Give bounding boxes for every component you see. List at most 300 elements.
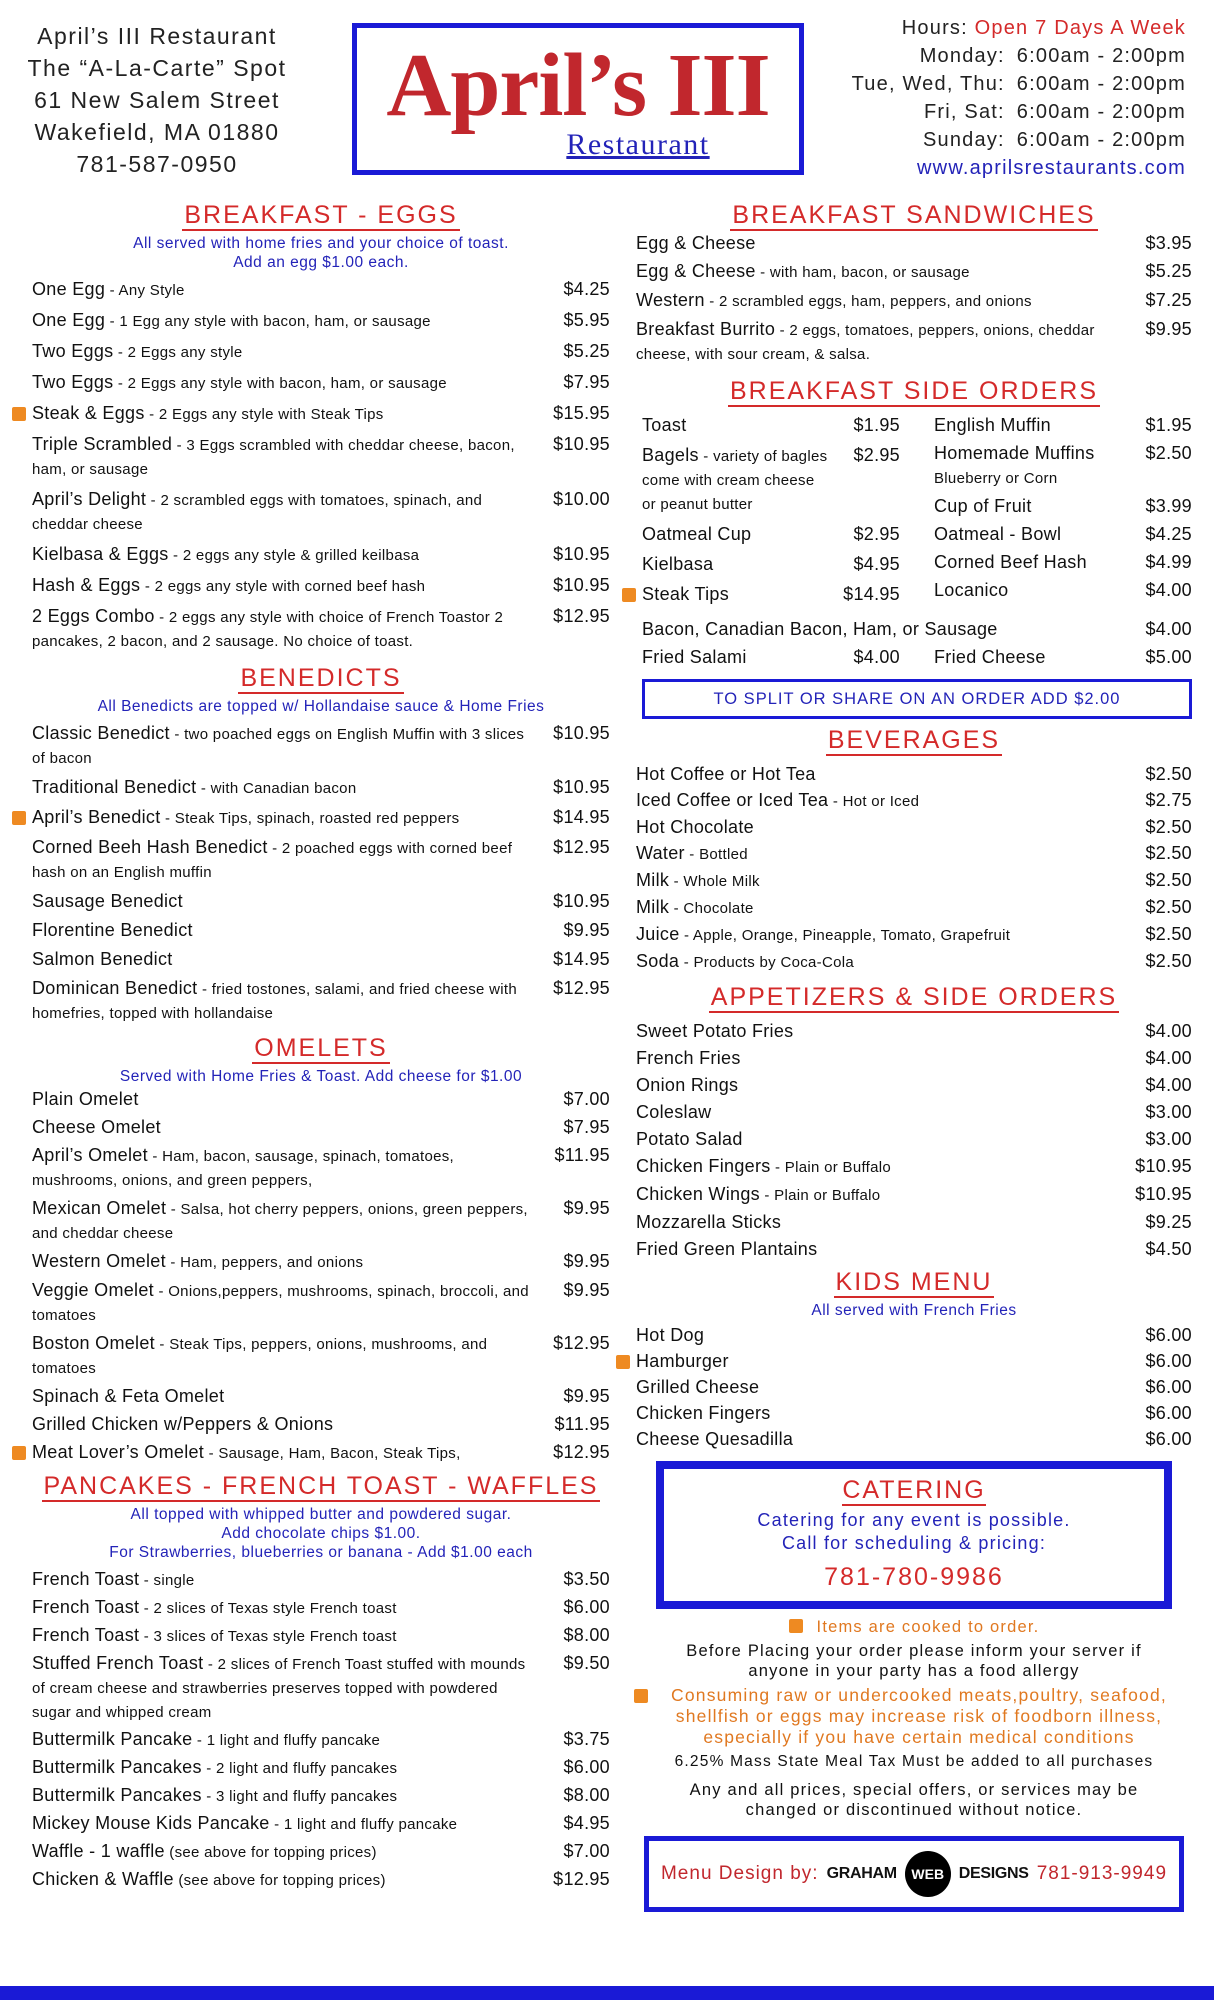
item-description: - Bottled (684, 846, 748, 863)
menu-item (32, 433, 610, 481)
item-price: $14.95 (553, 807, 610, 827)
item-name-block (636, 1155, 1132, 1179)
item-name-block (32, 402, 550, 426)
item-price: $6.00 (1145, 1325, 1192, 1345)
menu-item (32, 1624, 610, 1648)
item-price: $2.95 (853, 445, 900, 465)
item-name-block (32, 278, 550, 302)
item-price: $11.95 (554, 1145, 610, 1165)
item-price: $9.95 (563, 1198, 610, 1218)
item-name: Hot Coffee or Hot Tea (636, 764, 816, 784)
side-orders-grid (636, 414, 1192, 613)
catering-box (656, 1461, 1172, 1609)
item-description: - single (139, 1572, 195, 1589)
menu-item (636, 923, 1192, 947)
section-title (636, 982, 1192, 1012)
item-name: Oatmeal - Bowl (934, 524, 1062, 544)
item-price: $5.00 (1145, 647, 1192, 667)
item-name: Sweet Potato Fries (636, 1021, 794, 1041)
item-description: - 2 eggs, tomatoes, peppers, onions, cheddar cheese, with sour cream, & salsa. (636, 322, 1095, 363)
item-name: Mozzarella Sticks (636, 1212, 782, 1232)
header (0, 0, 1214, 185)
item-price: $9.95 (563, 1386, 610, 1406)
item-name: Chicken Wings (636, 1184, 760, 1204)
section-subtitle: All served with French Fries (811, 1302, 1017, 1319)
item-name: Iced Coffee or Iced Tea (636, 790, 829, 810)
item-description: - 1 light and fluffy pancake (269, 1816, 458, 1833)
item-name-block (636, 1128, 1132, 1151)
menu-item (32, 1728, 610, 1752)
item-name: Florentine Benedict (32, 920, 193, 940)
item-price: $12.95 (553, 1442, 610, 1462)
item-name: Toast (642, 415, 687, 435)
item-price: $1.95 (1145, 415, 1192, 435)
side-orders-left (636, 414, 934, 613)
item-name-block (32, 371, 550, 395)
item-price: $14.95 (553, 949, 610, 969)
item-name: Kielbasa (642, 554, 714, 574)
menu-item (32, 1413, 610, 1436)
item-price: $4.00 (1145, 619, 1192, 639)
section-title (32, 663, 610, 693)
menu-item (636, 1047, 1192, 1070)
menu-item (32, 1385, 610, 1408)
cooked-to-order-icon (622, 588, 636, 602)
item-description: - Whole Milk (669, 873, 760, 890)
item-name: Boston Omelet (32, 1333, 155, 1353)
item-price: $10.95 (1135, 1184, 1192, 1204)
item-price: $2.50 (1145, 951, 1192, 971)
item-name: Bacon, Canadian Bacon, Ham, or Sausage (642, 619, 998, 639)
item-name-block (636, 1101, 1132, 1124)
item-description: Blueberry or Corn (934, 470, 1058, 487)
item-name-block (32, 605, 550, 653)
item-name: Grilled Cheese (636, 1377, 760, 1397)
item-name: Triple Scrambled (32, 434, 173, 454)
item-name-block (32, 309, 550, 333)
menu-item (32, 1784, 610, 1808)
item-list (32, 722, 610, 1025)
item-price: $4.00 (1145, 580, 1192, 600)
item-price: $2.50 (1145, 764, 1192, 784)
item-name: April’s Omelet (32, 1145, 148, 1165)
section-subtitle: All served with home fries and your choice of toast. (133, 235, 509, 252)
section-title-text: KIDS MENU (835, 1268, 993, 1296)
menu-item (32, 488, 610, 536)
section-title (32, 1033, 610, 1063)
item-price: $8.00 (563, 1785, 610, 1805)
menu-item (636, 318, 1192, 366)
item-name: Egg & Cheese (636, 233, 756, 253)
design-label: Menu Design by: (660, 1863, 819, 1884)
item-price: $10.95 (553, 777, 610, 797)
item-description: - Plain or Buffalo (759, 1187, 881, 1204)
item-name-block (636, 232, 1132, 255)
item-name-block (32, 1728, 550, 1752)
notes (636, 1617, 1192, 1820)
hours-block (766, 14, 1186, 182)
item-name: Cup of Fruit (934, 496, 1032, 516)
item-name-block (32, 1624, 550, 1648)
menu-item (636, 289, 1192, 313)
item-price: $9.95 (563, 1251, 610, 1271)
section-subtitle: Add chocolate chips $1.00. (221, 1525, 421, 1542)
raw-food-warning (646, 1685, 1192, 1748)
item-description: - Ham, peppers, and onions (165, 1254, 364, 1271)
item-name: French Toast (32, 1569, 140, 1589)
item-name-block (636, 816, 1132, 839)
item-description: - Hot or Iced (828, 793, 920, 810)
item-name: Onion Rings (636, 1075, 739, 1095)
item-price: $3.00 (1145, 1102, 1192, 1122)
item-price: $4.00 (1145, 1048, 1192, 1068)
item-name: Egg & Cheese (636, 261, 756, 281)
catering-phone[interactable]: 781-780-9986 (824, 1563, 1004, 1591)
item-list (32, 278, 610, 653)
raw-food-warning-text: Consuming raw or undercooked meats,poultry, seafood, shellfish or eggs may increase risk of foodborn illness, especially if you have certain medical conditions (671, 1685, 1167, 1747)
address-line: Wakefield, MA 01880 (34, 119, 280, 145)
design-graham: GRAHAM (826, 1865, 897, 1882)
menu-item (636, 618, 1192, 641)
menu-item (934, 523, 1192, 546)
item-name-block (32, 433, 550, 481)
item-price: $5.25 (1145, 261, 1192, 281)
footer-bar (0, 1986, 1214, 2000)
item-name: Oatmeal Cup (642, 524, 752, 544)
menu-item (32, 722, 610, 770)
menu-item (642, 444, 900, 516)
hours-time: 6:00am - 2:00pm (1016, 73, 1186, 95)
item-price: $2.50 (1145, 897, 1192, 917)
menu-item (32, 1568, 610, 1592)
item-price: $10.95 (1135, 1156, 1192, 1176)
item-name-block (636, 1402, 1132, 1425)
menu-item (636, 1350, 1192, 1373)
menu-item (32, 1652, 610, 1724)
design-designs: DESIGNS (958, 1865, 1029, 1882)
section-title (636, 1267, 1192, 1297)
menu-item (32, 1840, 610, 1864)
item-name-block (32, 1784, 550, 1808)
section-title (32, 1471, 610, 1501)
menu-item (934, 579, 1192, 602)
item-description: - Chocolate (669, 900, 754, 917)
left-column (32, 200, 610, 1896)
address-line: The “A-La-Carte” Spot (27, 55, 287, 81)
menu-item (32, 278, 610, 302)
menu-item (636, 1324, 1192, 1347)
section-title (636, 725, 1192, 755)
menu-item (32, 1812, 610, 1836)
section-appetizers (636, 982, 1192, 1261)
item-description: - 2 Eggs any style with Steak Tips (144, 406, 384, 423)
item-price: $4.00 (1145, 1075, 1192, 1095)
item-name: Fried Salami (642, 647, 747, 667)
cooked-note (636, 1617, 1192, 1637)
item-list (636, 1324, 1192, 1451)
item-name: Fried Green Plantains (636, 1239, 818, 1259)
menu-item (636, 646, 934, 669)
item-name: Water (636, 843, 685, 863)
item-name: Chicken Fingers (636, 1156, 771, 1176)
menu-item (642, 414, 900, 437)
item-description: - Steak Tips, peppers, onions, mushrooms, and tomatoes (32, 1336, 488, 1377)
item-name-block (636, 1074, 1132, 1097)
item-price: $3.99 (1145, 496, 1192, 516)
item-price: $4.95 (853, 554, 900, 574)
menu-item (934, 414, 1192, 437)
item-price: $3.00 (1145, 1129, 1192, 1149)
menu-item (32, 948, 610, 971)
item-price: $7.00 (563, 1089, 610, 1109)
item-name: Buttermilk Pancakes (32, 1785, 202, 1805)
hours-day: Tue, Wed, Thu: (851, 73, 1005, 95)
item-price: $9.50 (563, 1653, 610, 1673)
item-price: $15.95 (553, 403, 610, 423)
catering-title (664, 1475, 1164, 1505)
item-price: $7.25 (1145, 290, 1192, 310)
item-name-block (32, 890, 550, 913)
hours-row (766, 42, 1186, 70)
logo-main: April’s III (386, 36, 770, 135)
item-description: - two poached eggs on English Muffin with 3 slices of bacon (32, 726, 525, 767)
menu-item (32, 890, 610, 913)
item-price: $4.99 (1145, 552, 1192, 572)
item-name: Milk (636, 897, 670, 917)
item-name: English Muffin (934, 415, 1051, 435)
item-description: - 3 slices of Texas style French toast (139, 1628, 397, 1645)
cooked-note-text: Items are cooked to order. (816, 1618, 1040, 1636)
item-price: $2.50 (1145, 843, 1192, 863)
item-price: $2.95 (853, 524, 900, 544)
item-description: - 2 slices of Texas style French toast (139, 1600, 397, 1617)
catering-line: Call for scheduling & pricing: (781, 1533, 1047, 1553)
item-name-block (642, 444, 840, 516)
item-price: $2.50 (1145, 443, 1192, 463)
item-price: $10.00 (553, 489, 610, 509)
item-name: Spinach & Feta Omelet (32, 1386, 225, 1406)
cooked-to-order-icon (789, 1619, 803, 1633)
item-name: Cheese Omelet (32, 1117, 161, 1137)
item-name-block (32, 1088, 550, 1111)
hours-row (766, 126, 1186, 154)
item-price: $3.95 (1145, 233, 1192, 253)
tax-note: 6.25% Mass State Meal Tax Must be added to all purchases (674, 1753, 1154, 1770)
hours-day: Fri, Sat: (923, 101, 1005, 123)
item-price: $4.50 (1145, 1239, 1192, 1259)
menu-item (32, 977, 610, 1025)
website-link[interactable]: www.aprilsrestaurants.com (917, 157, 1186, 179)
item-price: $10.95 (553, 544, 610, 564)
item-name: Steak Tips (642, 584, 730, 604)
item-price: $7.95 (563, 372, 610, 392)
section-breakfast-sandwiches (636, 200, 1192, 366)
menu-item (636, 1020, 1192, 1043)
item-description: - 2 eggs any style & grilled keilbasa (168, 547, 420, 564)
section-subtitle: Add an egg $1.00 each. (233, 254, 409, 271)
item-name: Fried Cheese (934, 647, 1046, 667)
item-description: (see above for topping prices) (164, 1844, 377, 1861)
menu-item (636, 1376, 1192, 1399)
item-name: One Egg (32, 310, 106, 330)
item-name: Milk (636, 870, 670, 890)
item-description: - 2 light and fluffy pancakes (201, 1760, 398, 1777)
item-price: $4.25 (1145, 524, 1192, 544)
item-name-block (636, 318, 1132, 366)
item-price: $7.00 (563, 1841, 610, 1861)
item-name-block (636, 842, 1132, 866)
menu-item (32, 605, 610, 653)
item-price: $10.95 (553, 434, 610, 454)
hours-day: Sunday: (923, 129, 1005, 151)
item-name-block (636, 869, 1132, 893)
menu-item (636, 1428, 1192, 1451)
item-description: - with ham, bacon, or sausage (755, 264, 970, 281)
item-description: - 2 poached eggs with corned beef hash on an English muffin (32, 840, 513, 881)
item-name-block (934, 551, 1132, 574)
item-name: Traditional Benedict (32, 777, 197, 797)
item-price: $6.00 (563, 1757, 610, 1777)
item-description: - 2 Eggs any style with bacon, ham, or sausage (113, 375, 447, 392)
item-description: - 2 Eggs any style (113, 344, 243, 361)
menu-item (32, 776, 610, 800)
item-name-block (32, 1197, 550, 1245)
item-description: - 1 Egg any style with bacon, ham, or sausage (105, 313, 431, 330)
item-name-block (934, 442, 1132, 490)
section-title (636, 200, 1192, 230)
item-price: $2.75 (1145, 790, 1192, 810)
menu-item (32, 1250, 610, 1274)
item-price: $5.25 (563, 341, 610, 361)
menu-item (642, 583, 900, 606)
item-price: $12.95 (553, 837, 610, 857)
item-description: - 3 Eggs scrambled with cheddar cheese, bacon, ham, or sausage (32, 437, 515, 478)
menu-item (32, 309, 610, 333)
hours-label: Hours: (901, 17, 975, 39)
menu-item (636, 1211, 1192, 1234)
menu-item (32, 340, 610, 364)
item-name-block (934, 495, 1132, 518)
item-name: Western (636, 290, 705, 310)
section-kids-menu (636, 1267, 1192, 1451)
item-price: $12.95 (553, 1333, 610, 1353)
item-name-block (636, 289, 1132, 313)
hours-time: 6:00am - 2:00pm (1016, 129, 1186, 151)
item-name-block (32, 1250, 550, 1274)
item-name-block (32, 1144, 550, 1192)
web-logo-icon: WEB (905, 1851, 951, 1897)
menu-item (636, 789, 1192, 813)
item-price: $1.95 (853, 415, 900, 435)
hours-open: Open 7 Days A Week (974, 17, 1186, 39)
menu-item (636, 950, 1192, 974)
item-name-block (32, 1279, 550, 1327)
side-orders-right (934, 414, 1192, 613)
item-name: Western Omelet (32, 1251, 166, 1271)
item-list (636, 763, 1192, 974)
item-price: $6.00 (1145, 1403, 1192, 1423)
item-name-block (32, 722, 550, 770)
item-name: French Toast (32, 1597, 140, 1617)
item-price: $6.00 (1145, 1351, 1192, 1371)
item-name: Hash & Eggs (32, 575, 141, 595)
section-benedicts (32, 663, 610, 1025)
item-name: Plain Omelet (32, 1089, 139, 1109)
item-name: French Toast (32, 1625, 140, 1645)
item-name-block (32, 836, 550, 884)
item-price: $6.00 (1145, 1377, 1192, 1397)
item-name-block (32, 1385, 550, 1408)
section-title-text: BREAKFAST SANDWICHES (732, 201, 1096, 229)
design-phone[interactable]: 781-913-9949 (1036, 1863, 1168, 1884)
item-name: Salmon Benedict (32, 949, 173, 969)
item-name: Hot Dog (636, 1325, 705, 1345)
section-title-text: APPETIZERS & SIDE ORDERS (710, 983, 1118, 1011)
item-price: $9.25 (1145, 1212, 1192, 1232)
item-name-block (32, 806, 550, 830)
menu-item (32, 806, 610, 830)
item-name-block (32, 1441, 550, 1465)
item-name-block (636, 923, 1132, 947)
menu-item (636, 763, 1192, 786)
item-name: Kielbasa & Eggs (32, 544, 169, 564)
item-name-block (32, 919, 550, 942)
section-subtitle: All Benedicts are topped w/ Hollandaise sauce & Home Fries (97, 698, 545, 715)
side-orders-last-row (636, 646, 1192, 669)
item-description: - Plain or Buffalo (770, 1159, 892, 1176)
item-name-block (636, 260, 1132, 284)
item-price: $9.95 (563, 1280, 610, 1300)
menu-item (32, 1756, 610, 1780)
item-name: Breakfast Burrito (636, 319, 776, 339)
item-name-block (32, 1568, 550, 1592)
menu-item (636, 816, 1192, 839)
item-name-block (32, 1116, 550, 1139)
menu-item (32, 1197, 610, 1245)
item-price: $5.95 (563, 310, 610, 330)
item-description: - 1 light and fluffy pancake (192, 1732, 381, 1749)
item-price: $4.00 (1145, 1021, 1192, 1041)
item-name: Stuffed French Toast (32, 1653, 204, 1673)
section-subtitle: Served with Home Fries & Toast. Add cheese for $1.00 (119, 1068, 523, 1085)
item-name: Steak & Eggs (32, 403, 145, 423)
item-name: Locanico (934, 580, 1009, 600)
hours-time: 6:00am - 2:00pm (1016, 101, 1186, 123)
item-description: - Onions,peppers, mushrooms, spinach, broccoli, and tomatoes (32, 1283, 529, 1324)
menu-item (636, 1155, 1192, 1179)
item-name: Grilled Chicken w/Peppers & Onions (32, 1414, 334, 1434)
item-name: Hot Chocolate (636, 817, 754, 837)
item-description: - Sausage, Ham, Bacon, Steak Tips, (204, 1445, 461, 1462)
menu-item (32, 919, 610, 942)
menu-item (32, 371, 610, 395)
menu-item (642, 553, 900, 576)
menu-item (636, 1101, 1192, 1124)
logo (352, 23, 804, 175)
item-name: Soda (636, 951, 680, 971)
allergy-note: Before Placing your order please inform your server if anyone in your party has a food allergy (686, 1642, 1142, 1680)
item-name: Waffle - 1 waffle (32, 1841, 165, 1861)
section-title-text: BEVERAGES (827, 726, 1001, 754)
hours-time: 6:00am - 2:00pm (1016, 45, 1186, 67)
item-name-block (636, 896, 1132, 920)
item-price: $3.50 (563, 1569, 610, 1589)
item-name-block (32, 543, 550, 567)
item-description: - Salsa, hot cherry peppers, onions, green peppers, and cheddar cheese (32, 1201, 528, 1242)
item-price: $4.95 (563, 1813, 610, 1833)
item-description: - variety of bagles come with cream cheese or peanut butter (642, 448, 828, 513)
split-share-notice: TO SPLIT OR SHARE ON AN ORDER ADD $2.00 (642, 679, 1192, 719)
